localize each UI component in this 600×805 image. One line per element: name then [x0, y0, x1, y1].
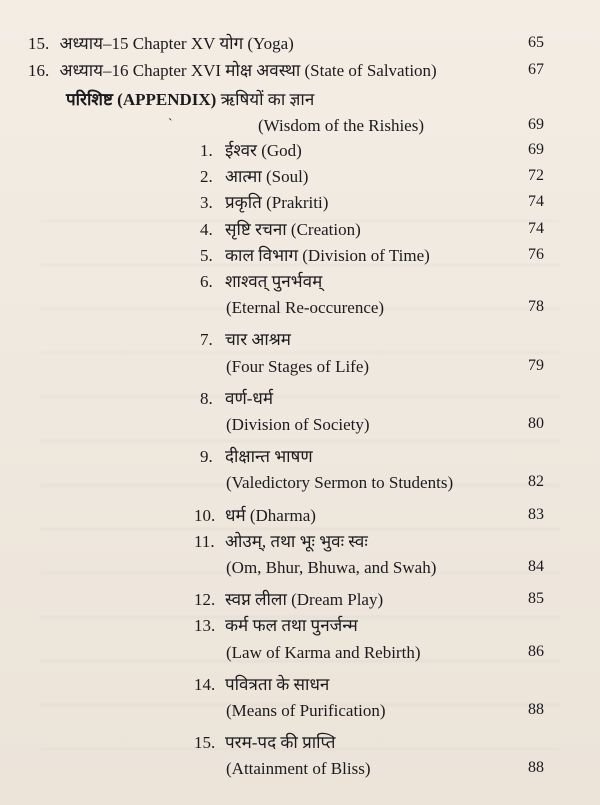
item-number: 14. — [194, 674, 216, 694]
item-page: 74 — [528, 219, 544, 237]
item-number: 15. — [194, 733, 216, 753]
item-number: 2. — [200, 167, 213, 187]
item-subtitle: (Attainment of Bliss) — [226, 759, 371, 779]
toc-entry-15 — [28, 33, 294, 55]
appendix-heading — [66, 89, 314, 111]
item-title: आत्मा (Soul) — [225, 167, 309, 187]
appendix-subtitle: (Wisdom of the Rishies) — [258, 116, 424, 135]
item-subtitle: (Four Stages of Life) — [226, 356, 370, 376]
item-page: 88 — [528, 701, 544, 718]
item-title: पवित्रता के साधन — [225, 674, 330, 694]
item-number: 4. — [200, 219, 213, 239]
item-title: सृष्टि रचना (Creation) — [225, 219, 361, 239]
entry-title: अध्याय–16 Chapter XVI मोक्ष अवस्था (State of Salvation) — [59, 61, 437, 80]
item-page: 72 — [528, 167, 544, 185]
item-page: 79 — [528, 356, 544, 374]
item-number: 8. — [200, 388, 213, 408]
item-title: शाश्वत् पुनर्भवम् — [225, 272, 323, 291]
entry-title: अध्याय–15 Chapter XV योग (Yoga) — [59, 34, 294, 53]
entry-number: 15. — [28, 34, 50, 53]
item-page: 84 — [528, 558, 544, 575]
appendix-page: 69 — [528, 116, 544, 133]
item-title: परम-पद की प्राप्ति — [225, 733, 336, 753]
item-number: 3. — [200, 193, 213, 213]
item-title: ईश्वर (God) — [225, 141, 302, 160]
entry-page: 67 — [528, 61, 544, 78]
item-subtitle: (Law of Karma and Rebirth) — [226, 642, 421, 662]
item-page: 88 — [528, 759, 544, 777]
item-subtitle: (Valedictory Sermon to Students) — [226, 473, 454, 493]
item-number: 6. — [200, 272, 213, 291]
item-page: 80 — [528, 415, 544, 432]
item-subtitle: (Division of Society) — [226, 415, 370, 434]
item-page: 69 — [528, 141, 544, 158]
item-page: 85 — [528, 590, 544, 608]
item-number: 11. — [194, 531, 215, 551]
item-number: 7. — [200, 330, 213, 350]
item-subtitle: (Means of Purification) — [226, 701, 386, 720]
item-subtitle: (Eternal Re-occurence) — [226, 298, 385, 318]
entry-number: 16. — [28, 61, 50, 80]
item-page: 83 — [528, 505, 544, 523]
item-page: 76 — [528, 245, 544, 263]
appendix-title-rest: ऋषियों का ज्ञान — [216, 90, 315, 109]
item-number: 13. — [194, 616, 216, 636]
item-number: 5. — [200, 245, 213, 265]
item-number: 10. — [194, 505, 216, 525]
appendix-title: परिशिष्ट (APPENDIX) — [66, 90, 217, 109]
stray-mark: ` — [168, 117, 173, 132]
item-title: काल विभाग (Division of Time) — [225, 245, 430, 265]
item-number: 9. — [200, 447, 213, 467]
entry-page: 65 — [528, 34, 544, 51]
item-title: स्वप्न लीला (Dream Play) — [225, 590, 384, 610]
item-page: 74 — [528, 193, 544, 211]
item-page: 82 — [528, 473, 544, 491]
toc-entry-16 — [28, 60, 437, 82]
item-title: वर्ण-धर्म — [225, 388, 274, 408]
item-number: 12. — [194, 590, 216, 610]
item-title: कर्म फल तथा पुनर्जन्म — [225, 616, 358, 636]
item-subtitle: (Om, Bhur, Bhuwa, and Swah) — [226, 558, 437, 577]
item-title: प्रकृति (Prakriti) — [225, 193, 329, 213]
item-title: धर्म (Dharma) — [225, 505, 316, 525]
item-page: 78 — [528, 298, 544, 316]
item-page: 86 — [528, 642, 544, 660]
item-title: ओउम्, तथा भूः भुवः स्वः — [225, 531, 368, 551]
item-title: दीक्षान्त भाषण — [225, 447, 313, 467]
item-number: 1. — [200, 141, 213, 160]
item-title: चार आश्रम — [225, 330, 291, 350]
